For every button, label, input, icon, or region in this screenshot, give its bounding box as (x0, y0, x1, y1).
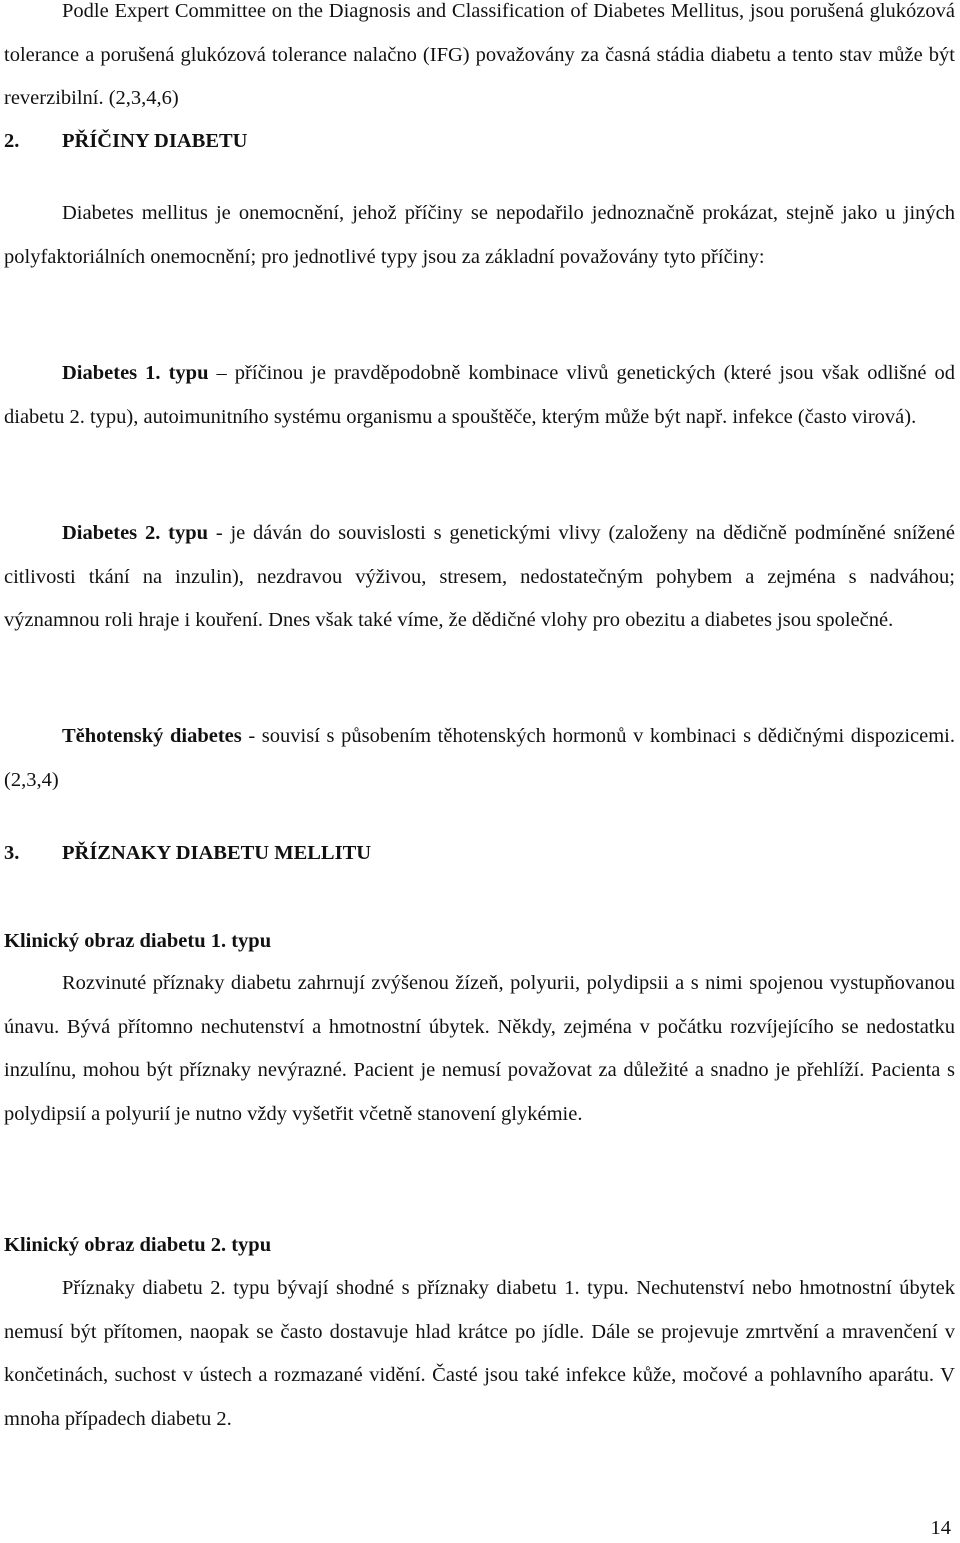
section-heading-symptoms (4, 838, 371, 868)
intro-paragraph (4, 0, 955, 121)
type1-paragraph (4, 352, 955, 439)
type1-label: Diabetes 1. typu (62, 362, 209, 384)
type1-text: – příčinou je pravděpodobně kombinace vlivů genetických (které jsou však odlišné od diabetu 2. typu), autoimunitního systému organismu a spouštěče, kterým může být např. infekce (často virová). (4, 362, 955, 428)
type2-text: - je dáván do souvislosti s genetickými vlivy (založeny na dědičně podmíněné snížené citlivosti tkání na inzulin), nezdravou výživou, stresem, nedostatečným pohybem a zejména s nadváhou; významnou roli hraje i kouření. Dnes však také víme, že dědičné vlohy pro obezitu a diabetes jsou společné. (4, 522, 955, 631)
clinical2-text: Příznaky diabetu 2. typu bývají shodné s příznaky diabetu 1. typu. Nechutenství nebo hmotnostní úbytek nemusí být přítomen, naopak se často dostavuje hlad krátce po jídle. Dále se projevuje zmrtvění a mravenčení v končetinách, suchost v ústech a rozmazané vidění. Časté jsou také infekce kůže, močové a pohlavního aparátu. V mnoha případech diabetu 2. (4, 1277, 955, 1430)
document-page (4, 0, 955, 1537)
clinical1-heading: Klinický obraz diabetu 1. typu (4, 930, 272, 952)
gestational-text: - souvisí s působením těhotenských hormonů v kombinaci s dědičnými dispozicemi. (2,3,4) (4, 725, 955, 791)
clinical2-paragraph (4, 1267, 955, 1441)
type2-paragraph (4, 512, 955, 643)
clinical2-heading: Klinický obraz diabetu 2. typu (4, 1234, 272, 1256)
section-heading-causes (4, 126, 247, 156)
type2-label: Diabetes 2. typu (62, 522, 209, 544)
clinical1-paragraph (4, 962, 955, 1136)
section-title: PŘÍZNAKY DIABETU MELLITU (62, 842, 372, 864)
section-number: 2. (4, 130, 20, 152)
causes-text: Diabetes mellitus je onemocnění, jehož příčiny se nepodařilo jednoznačně prokázat, stejně jako u jiných polyfaktoriálních onemocnění; pro jednotlivé typy jsou za základní považovány tyto příčiny: (4, 202, 955, 268)
causes-paragraph (4, 192, 955, 279)
section-number: 3. (4, 842, 20, 864)
intro-text: Podle Expert Committee on the Diagnosis and Classification of Diabetes Mellitus, jsou porušená glukózová tolerance a porušená glukózová tolerance nalačno (IFG) považovány za časná stádia diabetu a tento stav může být reverzibilní. (2,3,4,6) (4, 0, 955, 109)
clinical1-text: Rozvinuté příznaky diabetu zahrnují zvýšenou žízeň, polyurii, polydipsii a s nimi spojenou vystupňovanou únavu. Bývá přítomno nechutenství a hmotnostní úbytek. Někdy, zejména v počátku rozvíjejícího se nedostatku inzulínu, mohou být příznaky nevýrazné. Pacient je nemusí považovat za důležité a snadno je přehlíží. Pacienta s polydipsií a polyurií je nutno vždy vyšetřit včetně stanovení glykémie. (4, 972, 955, 1125)
page-number: 14 (930, 1517, 951, 1539)
gestational-label: Těhotenský diabetes (62, 725, 242, 747)
gestational-paragraph (4, 715, 955, 802)
section-title: PŘÍČINY DIABETU (62, 130, 248, 152)
